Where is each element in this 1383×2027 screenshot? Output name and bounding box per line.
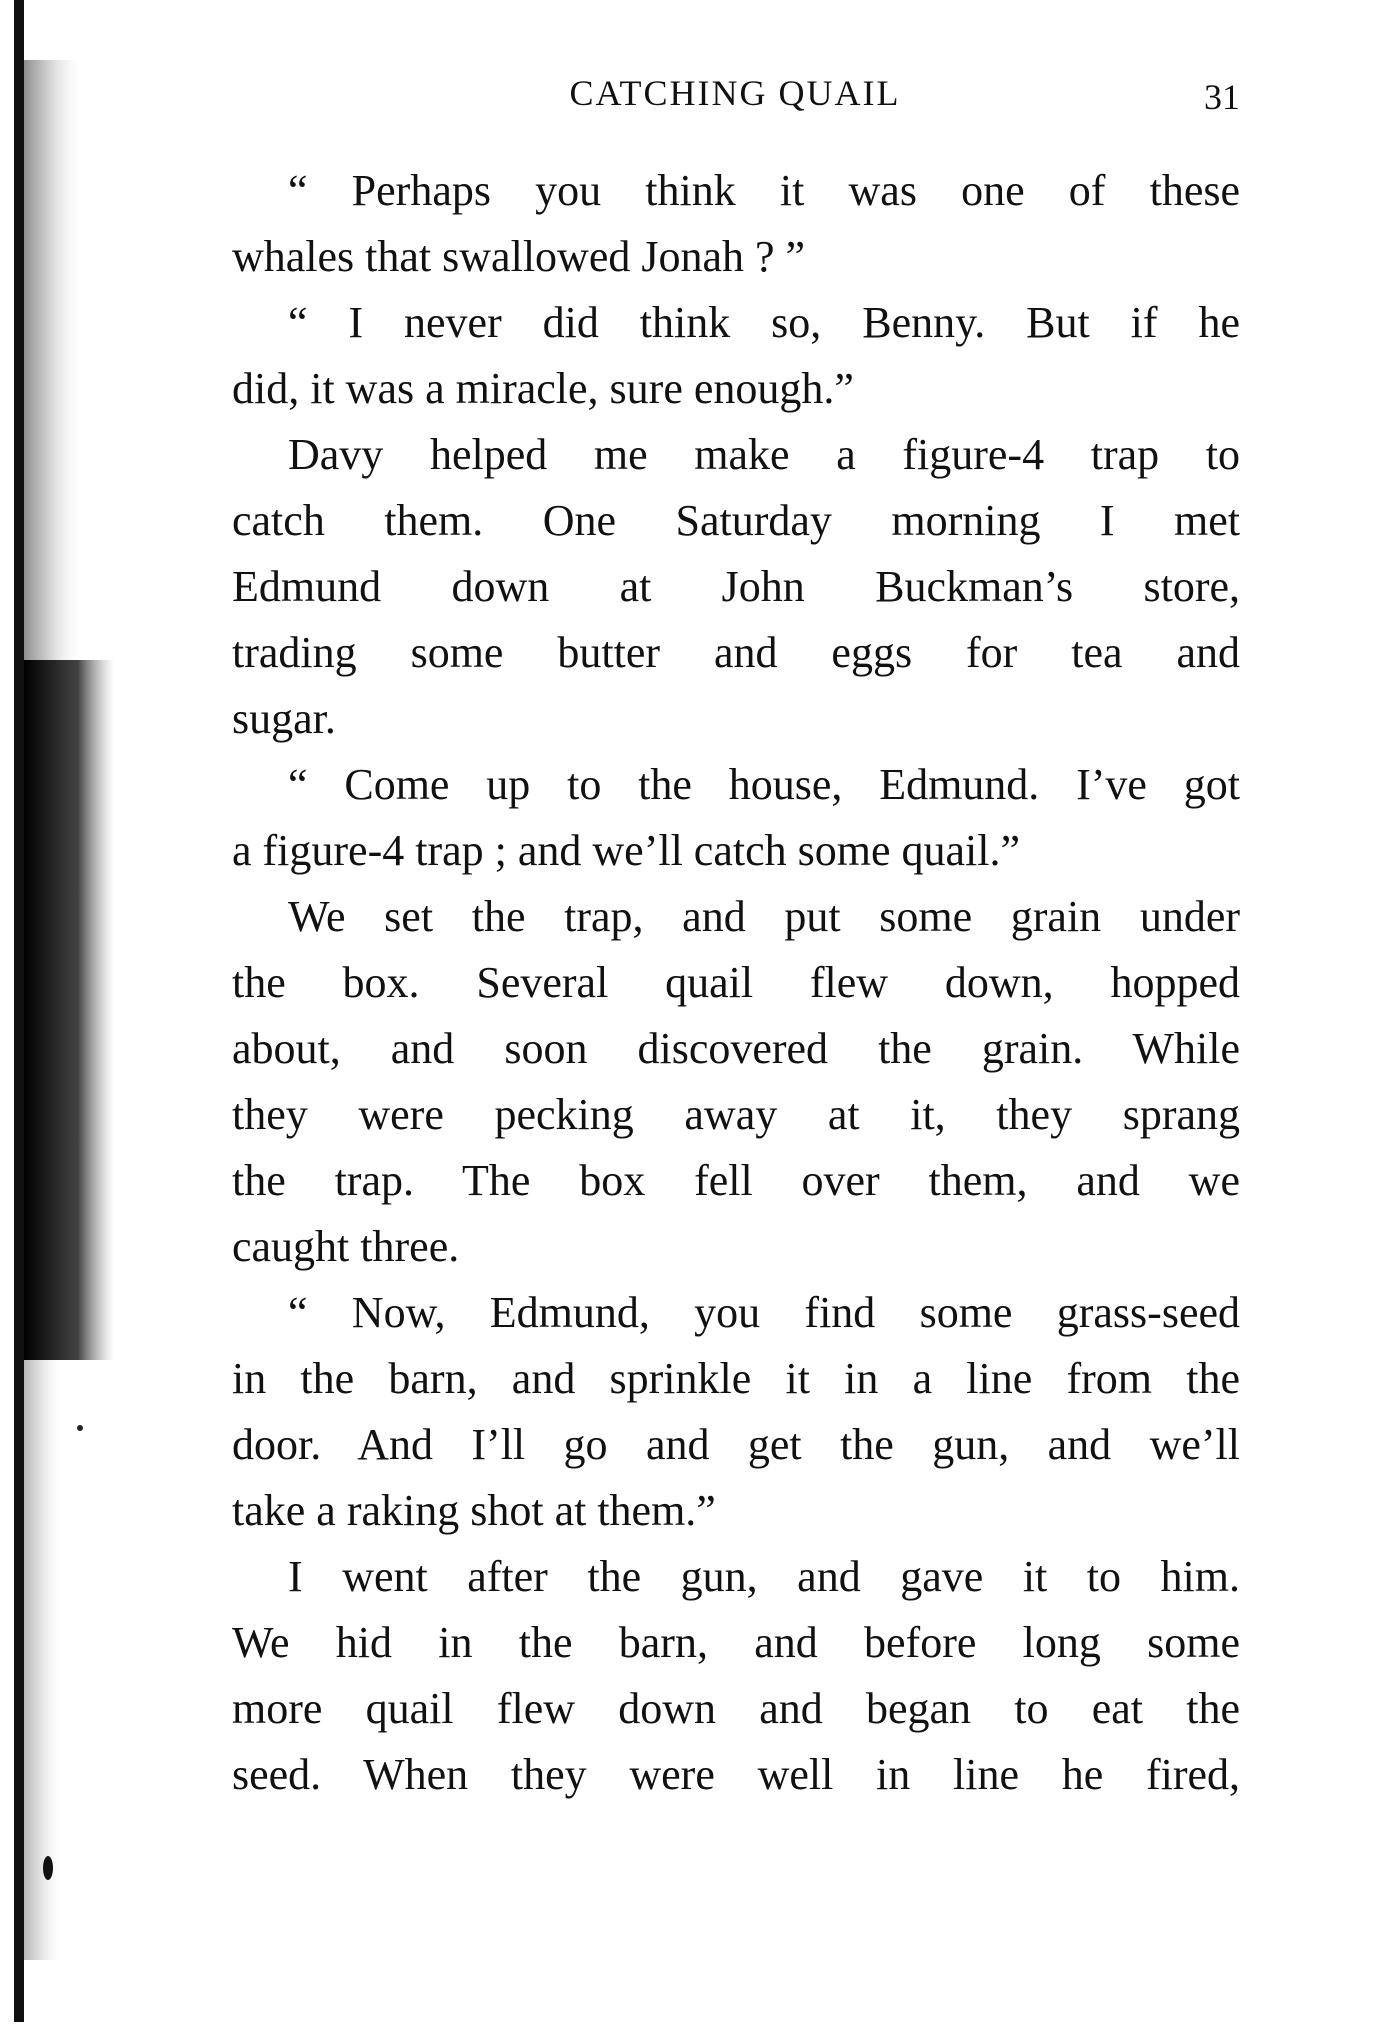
text-line: caught three.	[232, 1222, 460, 1271]
text-line: “ Perhaps you think it was one of these	[288, 166, 1240, 215]
text-line: “ I never did think so, Benny. But if he	[288, 298, 1240, 347]
body-text	[232, 158, 1240, 1808]
text-line: in the barn, and sprinkle it in a line from the	[232, 1354, 1240, 1403]
scan-binding-edge	[0, 0, 120, 2022]
text-line: We set the trap, and put some grain under	[288, 892, 1240, 941]
text-line: I went after the gun, and gave it to him.	[288, 1552, 1240, 1601]
text-line: Edmund down at John Buckman’s store,	[232, 562, 1240, 611]
text-line: whales that swallowed Jonah ? ”	[232, 232, 806, 281]
text-line: “ Now, Edmund, you find some grass-seed	[288, 1288, 1240, 1337]
running-head: CATCHING QUAIL	[569, 73, 901, 113]
text-line: seed. When they were well in line he fired,	[232, 1750, 1240, 1799]
text-line: they were pecking away at it, they sprang	[232, 1090, 1240, 1139]
text-line: sugar.	[232, 694, 336, 743]
text-line: the trap. The box fell over them, and we	[232, 1156, 1240, 1205]
text-line: We hid in the barn, and before long some	[232, 1618, 1240, 1667]
text-line: about, and soon discovered the grain. While	[232, 1024, 1240, 1073]
text-line: a figure-4 trap ; and we’ll catch some quail.”	[232, 826, 1021, 875]
text-line: did, it was a miracle, sure enough.”	[232, 364, 854, 413]
text-line: Davy helped me make a figure-4 trap to	[288, 430, 1240, 479]
page-header	[230, 62, 1240, 122]
text-line: take a raking shot at them.”	[232, 1486, 716, 1535]
page-number: 31	[1204, 77, 1240, 117]
text-line: trading some butter and eggs for tea and	[232, 628, 1240, 677]
text-line: the box. Several quail flew down, hopped	[232, 958, 1240, 1007]
binding-shadow-graphic	[0, 0, 120, 2022]
text-line: door. And I’ll go and get the gun, and we’ll	[232, 1420, 1240, 1469]
text-line: more quail flew down and began to eat the	[232, 1684, 1240, 1733]
text-line: “ Come up to the house, Edmund. I’ve got	[288, 760, 1240, 809]
text-line: catch them. One Saturday morning I met	[232, 496, 1240, 545]
